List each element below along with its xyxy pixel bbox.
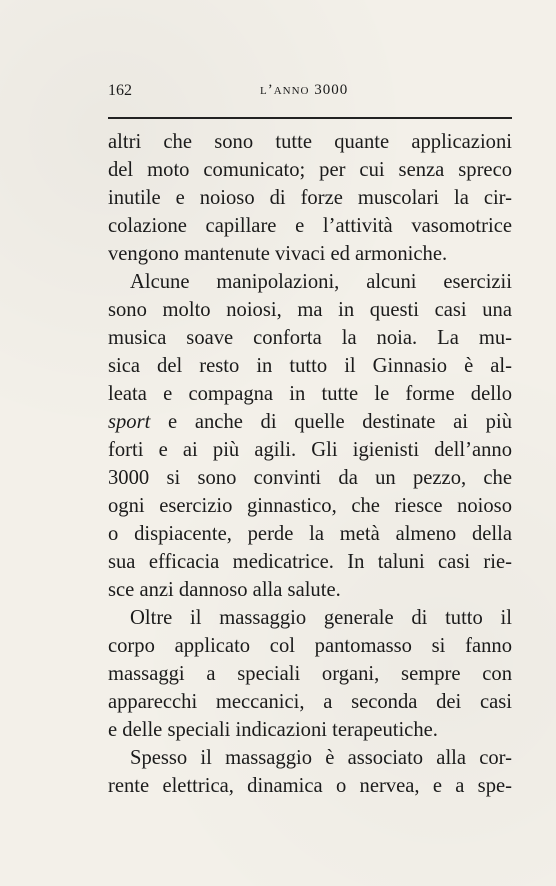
text-line-8: musica soave conforta la noia. La mu-: [108, 327, 512, 349]
italic-sport: sport: [108, 411, 151, 433]
running-title: l’anno 3000: [260, 82, 349, 98]
text-line-20: massaggi a speciali organi, sempre con: [108, 663, 512, 685]
text-line-11: [108, 408, 512, 436]
text-line-6: Alcune manipolazioni, alcuni esercizii: [130, 271, 512, 293]
text-line-5: vengono mantenute vivaci ed armoniche.: [108, 243, 448, 265]
text-line-11-rest: e anche di quelle destinate ai più: [168, 411, 512, 433]
text-line-12: forti e ai più agili. Gli igienisti dell’anno: [108, 439, 512, 461]
main-text: [108, 128, 512, 800]
text-line-19: corpo applicato col pantomasso si fanno: [108, 635, 512, 657]
text-line-24: rente elettrica, dinamica o nervea, e a spe-: [108, 775, 512, 797]
text-line-13: 3000 si sono convinti da un pezzo, che: [108, 467, 512, 489]
text-line-22: e delle speciali indicazioni terapeutiche.: [108, 719, 438, 741]
page-header: [108, 82, 512, 106]
header-rule: [108, 117, 512, 119]
text-line-14: ogni esercizio ginnastico, che riesce noioso: [108, 495, 512, 517]
text-line-10: leata e compagna in tutte le forme dello: [108, 383, 512, 405]
text-line-23: Spesso il massaggio è associato alla cor-: [130, 747, 512, 769]
text-line-17: sce anzi dannoso alla salute.: [108, 579, 341, 601]
text-line-9: sica del resto in tutto il Ginnasio è al-: [108, 355, 512, 377]
text-line-18: Oltre il massaggio generale di tutto il: [130, 607, 512, 629]
text-line-2: del moto comunicato; per cui senza spreco: [108, 159, 512, 181]
text-line-3: inutile e noioso di forze muscolari la cir-: [108, 187, 512, 209]
text-line-7: sono molto noiosi, ma in questi casi una: [108, 299, 512, 321]
text-line-21: apparecchi meccanici, a seconda dei casi: [108, 691, 512, 713]
text-line-16: sua efficacia medicatrice. In taluni casi rie-: [108, 551, 512, 573]
text-line-4: colazione capillare e l’attività vasomotrice: [108, 215, 512, 237]
text-line-1: altri che sono tutte quante applicazioni: [108, 131, 512, 153]
text-line-15: o dispiacente, perde la metà almeno della: [108, 523, 512, 545]
page-number: 162: [108, 82, 132, 99]
